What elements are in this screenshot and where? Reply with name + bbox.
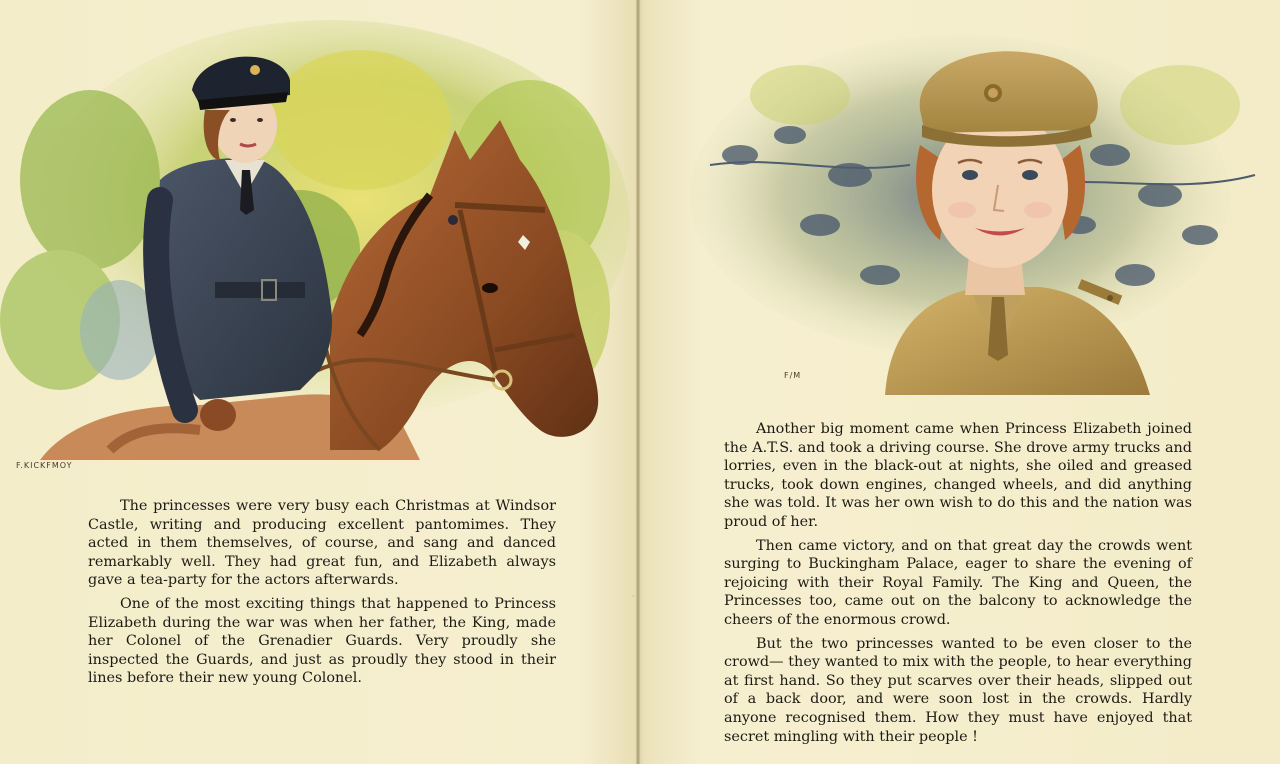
paragraph: Then came victory, and on that great day the crowds went surging to Buckingham Palace, eager to share the evening of rejoicing with their Royal Family. The King and Queen, the Princesses too, came out on the balcony to acknowledge the cheers of the enormous crowd.: [724, 537, 1192, 628]
illustrator-signature: F.KICKFMOY: [16, 461, 73, 470]
illustration-princess-on-horse: [0, 20, 637, 470]
paragraph: One of the most exciting things that happened to Princess Elizabeth during the war was when her father, the King, made her Colonel of the Grenadier Guards. Very proudly she inspected the Guards, and just as proudly they stood in their lines before their new young Colonel.: [88, 595, 556, 687]
illustrator-signature: F/M: [784, 371, 802, 380]
right-page: [640, 0, 1280, 764]
left-page: [0, 0, 637, 764]
paragraph: Another big moment came when Princess Elizabeth joined the A.T.S. and took a driving course. She drove army trucks and lorries, even in the black-out at nights, she oiled and greased trucks, took down engines, changed wheels, and did anything she was told. It was her own wish to do this and the nation was proud of her.: [724, 421, 1192, 530]
paragraph: The princesses were very busy each Christmas at Windsor Castle, writing and producing excellent pantomimes. They acted in them themselves, of course, and sang and danced remarkably well. They had great fun, and Elizabeth always gave a tea-party for the actors afterwards.: [88, 498, 556, 589]
illustration-princess-portrait: [680, 25, 1280, 405]
left-page-text: [88, 497, 556, 693]
paragraph: But the two princesses wanted to be even closer to the crowd— they wanted to mix with the people, to hear everything at first hand. So they put scarves over their heads, slipped out of a back door, and were soon lost in the crowds. Hardly anyone recognised them. How they must have enjoyed that secret mingling with their people !: [724, 635, 1192, 745]
right-page-text: [724, 420, 1192, 751]
gutter-mark: ·: [632, 592, 635, 601]
